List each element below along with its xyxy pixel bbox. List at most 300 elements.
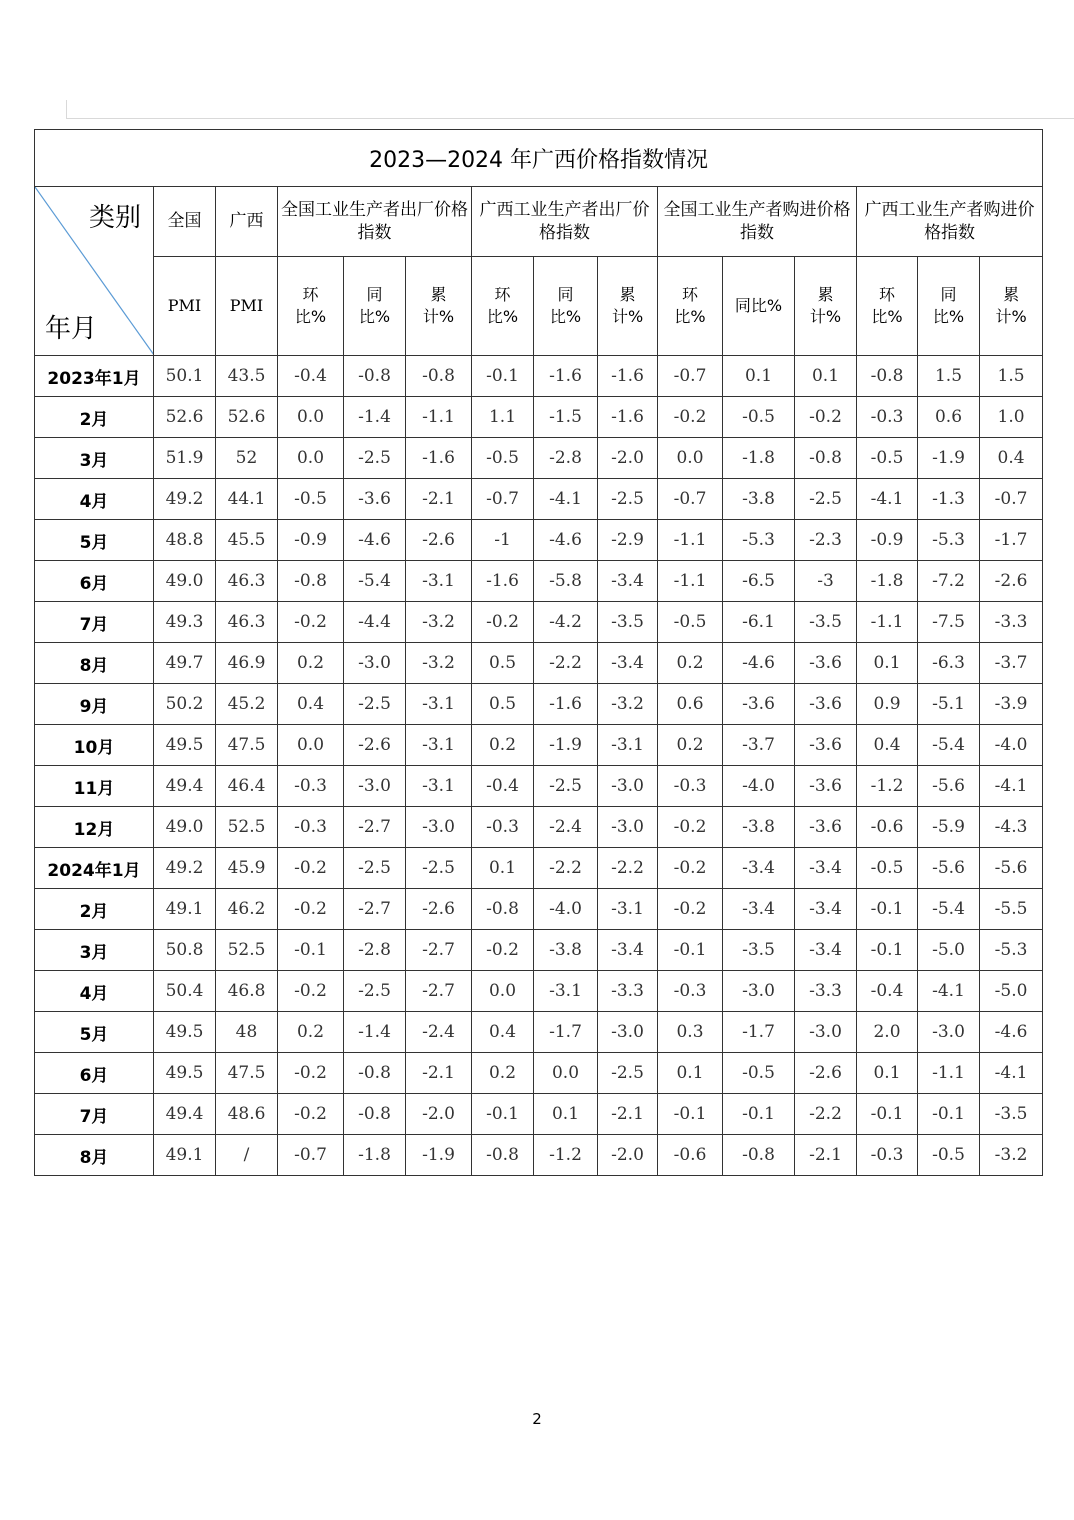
table-cell: -2.5 — [598, 1053, 658, 1094]
table-cell: -5.1 — [918, 684, 980, 725]
table-cell: 49.2 — [154, 479, 216, 520]
table-cell: -0.7 — [472, 479, 534, 520]
table-cell: 46.8 — [216, 971, 278, 1012]
table-cell: -2.5 — [406, 848, 472, 889]
table-cell: -0.3 — [658, 766, 723, 807]
table-cell: -1.7 — [534, 1012, 598, 1053]
table-row — [35, 1012, 1043, 1053]
table-cell: -7.5 — [918, 602, 980, 643]
table-cell: -2.0 — [406, 1094, 472, 1135]
table-cell: -3.0 — [598, 766, 658, 807]
table-cell: -1.6 — [406, 438, 472, 479]
row-label: 8月 — [35, 1135, 154, 1176]
table-cell: -3.9 — [980, 684, 1043, 725]
table-cell: -0.1 — [658, 1094, 723, 1135]
table-cell: -5.3 — [723, 520, 795, 561]
row-label: 8月 — [35, 643, 154, 684]
guangxi-ppi-output-header: 广西工业生产者出厂价格指数 — [472, 187, 658, 257]
table-cell: -0.1 — [918, 1094, 980, 1135]
table-cell: 52.5 — [216, 930, 278, 971]
table-cell: 48.6 — [216, 1094, 278, 1135]
table-cell: -0.1 — [472, 356, 534, 397]
table-cell: -4.1 — [534, 479, 598, 520]
table-cell: -0.5 — [723, 1053, 795, 1094]
national-ppi-input-header: 全国工业生产者购进价格指数 — [658, 187, 857, 257]
table-cell: -2.6 — [795, 1053, 857, 1094]
table-cell: -0.2 — [658, 848, 723, 889]
table-cell: -3.2 — [406, 643, 472, 684]
table-cell: -0.5 — [857, 848, 918, 889]
table-cell: -6.5 — [723, 561, 795, 602]
guangxi-header: 广西 — [216, 187, 278, 257]
row-label: 9月 — [35, 684, 154, 725]
table-cell: -3.6 — [723, 684, 795, 725]
table-cell: -2.6 — [980, 561, 1043, 602]
table-cell: 49.1 — [154, 889, 216, 930]
table-cell: 52.6 — [216, 397, 278, 438]
table-cell: -3.0 — [918, 1012, 980, 1053]
table-cell: -2.6 — [344, 725, 406, 766]
table-cell: 45.5 — [216, 520, 278, 561]
table-cell: 52 — [216, 438, 278, 479]
table-cell: -5.4 — [344, 561, 406, 602]
table-cell: 0.2 — [278, 1012, 344, 1053]
row-label: 10月 — [35, 725, 154, 766]
table-cell: -3.8 — [723, 479, 795, 520]
table-title: 2023—2024 年广西价格指数情况 — [35, 130, 1043, 187]
table-cell: -0.2 — [278, 1053, 344, 1094]
corner-header — [35, 187, 154, 356]
table-cell: -4.4 — [344, 602, 406, 643]
table-cell: 0.0 — [278, 725, 344, 766]
table-cell: -0.2 — [278, 1094, 344, 1135]
group1-mom-header: 环比% — [278, 257, 344, 356]
table-cell: -2.5 — [534, 766, 598, 807]
table-cell: -3.1 — [534, 971, 598, 1012]
table-cell: -0.2 — [658, 397, 723, 438]
table-cell: -0.3 — [857, 1135, 918, 1176]
table-cell: -3.0 — [723, 971, 795, 1012]
table-row — [35, 766, 1043, 807]
table-cell: -0.9 — [278, 520, 344, 561]
table-cell: -4.6 — [534, 520, 598, 561]
table-cell: -3.6 — [795, 725, 857, 766]
table-cell: -0.4 — [278, 356, 344, 397]
table-cell: -0.8 — [344, 356, 406, 397]
table-cell: -5.3 — [980, 930, 1043, 971]
row-label: 4月 — [35, 479, 154, 520]
table-row — [35, 643, 1043, 684]
table-cell: -3.4 — [795, 848, 857, 889]
header-rule-vertical — [66, 100, 67, 118]
table-cell: -4.1 — [918, 971, 980, 1012]
table-cell: -0.1 — [857, 889, 918, 930]
page-number: 2 — [532, 1410, 542, 1428]
table-cell: -1.9 — [406, 1135, 472, 1176]
table-cell: -0.7 — [658, 356, 723, 397]
table-cell: -0.3 — [857, 397, 918, 438]
table-cell: 0.1 — [658, 1053, 723, 1094]
table-cell: 46.3 — [216, 602, 278, 643]
group2-cum-header: 累计% — [598, 257, 658, 356]
table-cell: 0.9 — [857, 684, 918, 725]
table-cell: 0.6 — [658, 684, 723, 725]
table-cell: -0.6 — [857, 807, 918, 848]
table-cell: -0.1 — [658, 930, 723, 971]
table-row — [35, 397, 1043, 438]
table-cell: -0.5 — [857, 438, 918, 479]
table-cell: 48 — [216, 1012, 278, 1053]
table-cell: 49.0 — [154, 807, 216, 848]
table-cell: -1.6 — [472, 561, 534, 602]
table-cell: -3 — [795, 561, 857, 602]
table-cell: 49.5 — [154, 1053, 216, 1094]
table-cell: 0.0 — [278, 397, 344, 438]
row-label: 4月 — [35, 971, 154, 1012]
table-cell: -5.4 — [918, 725, 980, 766]
table-row — [35, 725, 1043, 766]
table-cell: -2.7 — [344, 889, 406, 930]
group1-yoy-header: 同比% — [344, 257, 406, 356]
table-row — [35, 438, 1043, 479]
table-cell: -2.9 — [598, 520, 658, 561]
table-cell: 1.1 — [472, 397, 534, 438]
table-row — [35, 889, 1043, 930]
group3-yoy-header: 同比% — [723, 257, 795, 356]
table-cell: -3.4 — [723, 848, 795, 889]
table-cell: -3.6 — [795, 643, 857, 684]
table-cell: 44.1 — [216, 479, 278, 520]
row-label: 6月 — [35, 1053, 154, 1094]
table-cell: -0.8 — [344, 1053, 406, 1094]
table-cell: -4.2 — [534, 602, 598, 643]
table-cell: 0.4 — [857, 725, 918, 766]
table-cell: -0.4 — [857, 971, 918, 1012]
table-cell: -2.1 — [598, 1094, 658, 1135]
table-cell: -1.8 — [723, 438, 795, 479]
table-cell: -3.5 — [723, 930, 795, 971]
table-cell: -2.5 — [344, 848, 406, 889]
table-cell: -3.4 — [795, 889, 857, 930]
table-cell: -0.1 — [723, 1094, 795, 1135]
group4-cum-header: 累计% — [980, 257, 1043, 356]
table-cell: 0.2 — [472, 725, 534, 766]
table-cell: -5.5 — [980, 889, 1043, 930]
table-cell: -0.9 — [857, 520, 918, 561]
table-cell: -0.8 — [472, 889, 534, 930]
table-cell: -5.6 — [918, 766, 980, 807]
table-row — [35, 602, 1043, 643]
table-cell: 0.4 — [980, 438, 1043, 479]
table-cell: -4.6 — [980, 1012, 1043, 1053]
price-index-table — [34, 129, 1043, 1176]
table-cell: -0.5 — [723, 397, 795, 438]
table-cell: -0.8 — [472, 1135, 534, 1176]
table-cell: -4.0 — [723, 766, 795, 807]
table-cell: 0.5 — [472, 684, 534, 725]
table-row — [35, 684, 1043, 725]
national-ppi-output-header: 全国工业生产者出厂价格指数 — [278, 187, 472, 257]
category-label: 类别 — [88, 203, 141, 233]
table-cell: -1.3 — [918, 479, 980, 520]
table-cell: -0.3 — [472, 807, 534, 848]
table-cell: -3.1 — [598, 725, 658, 766]
table-cell: -3.8 — [723, 807, 795, 848]
table-cell: -3.0 — [344, 643, 406, 684]
table-cell: -2.1 — [406, 479, 472, 520]
row-label: 12月 — [35, 807, 154, 848]
table-cell: -4.0 — [980, 725, 1043, 766]
table-cell: 43.5 — [216, 356, 278, 397]
table-cell: -0.2 — [278, 889, 344, 930]
table-cell: -1.2 — [857, 766, 918, 807]
table-cell: / — [216, 1135, 278, 1176]
table-cell: -2.7 — [406, 971, 472, 1012]
table-cell: -2.5 — [795, 479, 857, 520]
table-cell: -0.5 — [918, 1135, 980, 1176]
table-cell: -0.8 — [406, 356, 472, 397]
table-cell: -1.2 — [534, 1135, 598, 1176]
table-cell: -2.4 — [406, 1012, 472, 1053]
table-cell: -0.8 — [795, 438, 857, 479]
table-cell: 45.2 — [216, 684, 278, 725]
table-cell: 0.0 — [534, 1053, 598, 1094]
group3-cum-header: 累计% — [795, 257, 857, 356]
table-cell: -3.8 — [534, 930, 598, 971]
table-cell: -3.3 — [795, 971, 857, 1012]
table-cell: 0.1 — [857, 643, 918, 684]
table-cell: 0.1 — [723, 356, 795, 397]
guangxi-pmi-header: PMI — [216, 257, 278, 356]
table-cell: 0.0 — [472, 971, 534, 1012]
group3-mom-header: 环比% — [658, 257, 723, 356]
table-cell: -1.4 — [344, 1012, 406, 1053]
table-cell: 0.1 — [472, 848, 534, 889]
table-cell: -3.3 — [980, 602, 1043, 643]
table-cell: 0.1 — [795, 356, 857, 397]
table-cell: -2.0 — [598, 1135, 658, 1176]
table-cell: 0.2 — [472, 1053, 534, 1094]
table-cell: 45.9 — [216, 848, 278, 889]
table-cell: -0.3 — [278, 807, 344, 848]
table-cell: -3.6 — [795, 807, 857, 848]
table-cell: 1.5 — [918, 356, 980, 397]
table-cell: -2.2 — [598, 848, 658, 889]
table-cell: 46.3 — [216, 561, 278, 602]
table-cell: 46.4 — [216, 766, 278, 807]
table-cell: 1.5 — [980, 356, 1043, 397]
group2-yoy-header: 同比% — [534, 257, 598, 356]
table-cell: -2.1 — [406, 1053, 472, 1094]
table-cell: -0.7 — [658, 479, 723, 520]
table-cell: -0.7 — [278, 1135, 344, 1176]
table-cell: 46.9 — [216, 643, 278, 684]
table-cell: -1.7 — [980, 520, 1043, 561]
table-cell: -2.5 — [598, 479, 658, 520]
table-cell: -3.5 — [980, 1094, 1043, 1135]
table-cell: -4.1 — [857, 479, 918, 520]
table-cell: -0.2 — [658, 889, 723, 930]
table-cell: -4.6 — [723, 643, 795, 684]
table-cell: -0.2 — [472, 602, 534, 643]
table-cell: -0.5 — [278, 479, 344, 520]
table-cell: 0.2 — [658, 725, 723, 766]
table-cell: -2.2 — [534, 848, 598, 889]
table-cell: -1.9 — [918, 438, 980, 479]
table-cell: -1.8 — [344, 1135, 406, 1176]
row-label: 2024年1月 — [35, 848, 154, 889]
table-cell: -3.0 — [598, 807, 658, 848]
table-cell: -0.8 — [857, 356, 918, 397]
table-cell: -0.8 — [278, 561, 344, 602]
table-cell: -4.3 — [980, 807, 1043, 848]
table-row — [35, 1053, 1043, 1094]
table-cell: -3.7 — [723, 725, 795, 766]
table-cell: 0.0 — [278, 438, 344, 479]
table-cell: -3.1 — [406, 725, 472, 766]
table-cell: -2.8 — [534, 438, 598, 479]
table-row — [35, 848, 1043, 889]
table-cell: -4.1 — [980, 1053, 1043, 1094]
table-cell: -4.0 — [534, 889, 598, 930]
table-cell: -5.9 — [918, 807, 980, 848]
table-cell: -0.8 — [723, 1135, 795, 1176]
table-cell: -1.1 — [406, 397, 472, 438]
table-row — [35, 1094, 1043, 1135]
table-cell: -5.6 — [980, 848, 1043, 889]
table-cell: -0.2 — [795, 397, 857, 438]
table-cell: 51.9 — [154, 438, 216, 479]
table-cell: -3.7 — [980, 643, 1043, 684]
table-cell: -0.1 — [278, 930, 344, 971]
table-cell: -3.0 — [344, 766, 406, 807]
table-cell: -2.1 — [795, 1135, 857, 1176]
table-cell: 0.6 — [918, 397, 980, 438]
table-cell: -3.4 — [598, 561, 658, 602]
table-cell: 52.6 — [154, 397, 216, 438]
table-cell: -1.6 — [598, 397, 658, 438]
row-label: 2月 — [35, 889, 154, 930]
table-cell: -1.1 — [658, 520, 723, 561]
table-cell: -2.6 — [406, 889, 472, 930]
group4-mom-header: 环比% — [857, 257, 918, 356]
table-cell: -6.3 — [918, 643, 980, 684]
table-cell: -3.5 — [598, 602, 658, 643]
table-cell: -1.6 — [598, 356, 658, 397]
table-cell: 50.1 — [154, 356, 216, 397]
table-cell: 0.1 — [857, 1053, 918, 1094]
table-cell: 47.5 — [216, 1053, 278, 1094]
table-cell: -5.3 — [918, 520, 980, 561]
table-cell: 49.5 — [154, 1012, 216, 1053]
table-cell: -3.0 — [406, 807, 472, 848]
table-cell: 49.0 — [154, 561, 216, 602]
table-cell: -0.8 — [344, 1094, 406, 1135]
table-cell: -3.6 — [795, 766, 857, 807]
table-cell: -3.0 — [598, 1012, 658, 1053]
table-row — [35, 561, 1043, 602]
table-cell: -2.5 — [344, 971, 406, 1012]
table-row — [35, 1135, 1043, 1176]
table-cell: -2.4 — [534, 807, 598, 848]
table-cell: -4.1 — [980, 766, 1043, 807]
table-cell: -1.4 — [344, 397, 406, 438]
table-cell: -0.1 — [857, 930, 918, 971]
table-cell: -3.6 — [344, 479, 406, 520]
table-cell: 48.8 — [154, 520, 216, 561]
table-cell: 49.3 — [154, 602, 216, 643]
table-cell: -3.1 — [406, 561, 472, 602]
table-cell: -5.8 — [534, 561, 598, 602]
national-pmi-header: PMI — [154, 257, 216, 356]
group2-mom-header: 环比% — [472, 257, 534, 356]
table-cell: -3.2 — [598, 684, 658, 725]
table-cell: -6.1 — [723, 602, 795, 643]
header-rule — [66, 118, 1074, 119]
table-cell: -2.0 — [598, 438, 658, 479]
table-cell: 0.4 — [472, 1012, 534, 1053]
row-label: 2月 — [35, 397, 154, 438]
table-cell: -2.2 — [534, 643, 598, 684]
table-cell: -3.6 — [795, 684, 857, 725]
table-cell: -1.8 — [857, 561, 918, 602]
table-row — [35, 479, 1043, 520]
table-cell: -3.4 — [795, 930, 857, 971]
table-cell: -0.7 — [980, 479, 1043, 520]
table-cell: -0.2 — [472, 930, 534, 971]
table-cell: 49.5 — [154, 725, 216, 766]
table-cell: -1.1 — [857, 602, 918, 643]
group4-yoy-header: 同比% — [918, 257, 980, 356]
table-cell: -3.3 — [598, 971, 658, 1012]
table-cell: -1.9 — [534, 725, 598, 766]
table-cell: -2.3 — [795, 520, 857, 561]
table-cell: 46.2 — [216, 889, 278, 930]
table-cell: 1.0 — [980, 397, 1043, 438]
table-cell: -0.4 — [472, 766, 534, 807]
table-cell: -3.1 — [598, 889, 658, 930]
row-label: 7月 — [35, 602, 154, 643]
table-cell: 49.2 — [154, 848, 216, 889]
table-cell: 0.0 — [658, 438, 723, 479]
table-cell: -3.0 — [795, 1012, 857, 1053]
table-cell: -3.2 — [980, 1135, 1043, 1176]
table-cell: 52.5 — [216, 807, 278, 848]
table-cell: -0.2 — [278, 848, 344, 889]
table-cell: 2.0 — [857, 1012, 918, 1053]
table-cell: -1.1 — [658, 561, 723, 602]
table-row — [35, 930, 1043, 971]
table-cell: 0.5 — [472, 643, 534, 684]
year-month-label: 年月 — [45, 314, 98, 344]
table-cell: -0.2 — [278, 602, 344, 643]
table-cell: 0.1 — [534, 1094, 598, 1135]
table-cell: -2.7 — [344, 807, 406, 848]
table-cell: -2.5 — [344, 684, 406, 725]
table-row — [35, 520, 1043, 561]
table-cell: -2.2 — [795, 1094, 857, 1135]
table-cell: 0.2 — [658, 643, 723, 684]
table-cell: 50.8 — [154, 930, 216, 971]
table-cell: -4.6 — [344, 520, 406, 561]
table-cell: -1.5 — [534, 397, 598, 438]
table-cell: -1.6 — [534, 356, 598, 397]
table-cell: 49.4 — [154, 766, 216, 807]
table-cell: -2.5 — [344, 438, 406, 479]
table-cell: -2.7 — [406, 930, 472, 971]
table-cell: -1.7 — [723, 1012, 795, 1053]
guangxi-ppi-input-header: 广西工业生产者购进价格指数 — [857, 187, 1043, 257]
